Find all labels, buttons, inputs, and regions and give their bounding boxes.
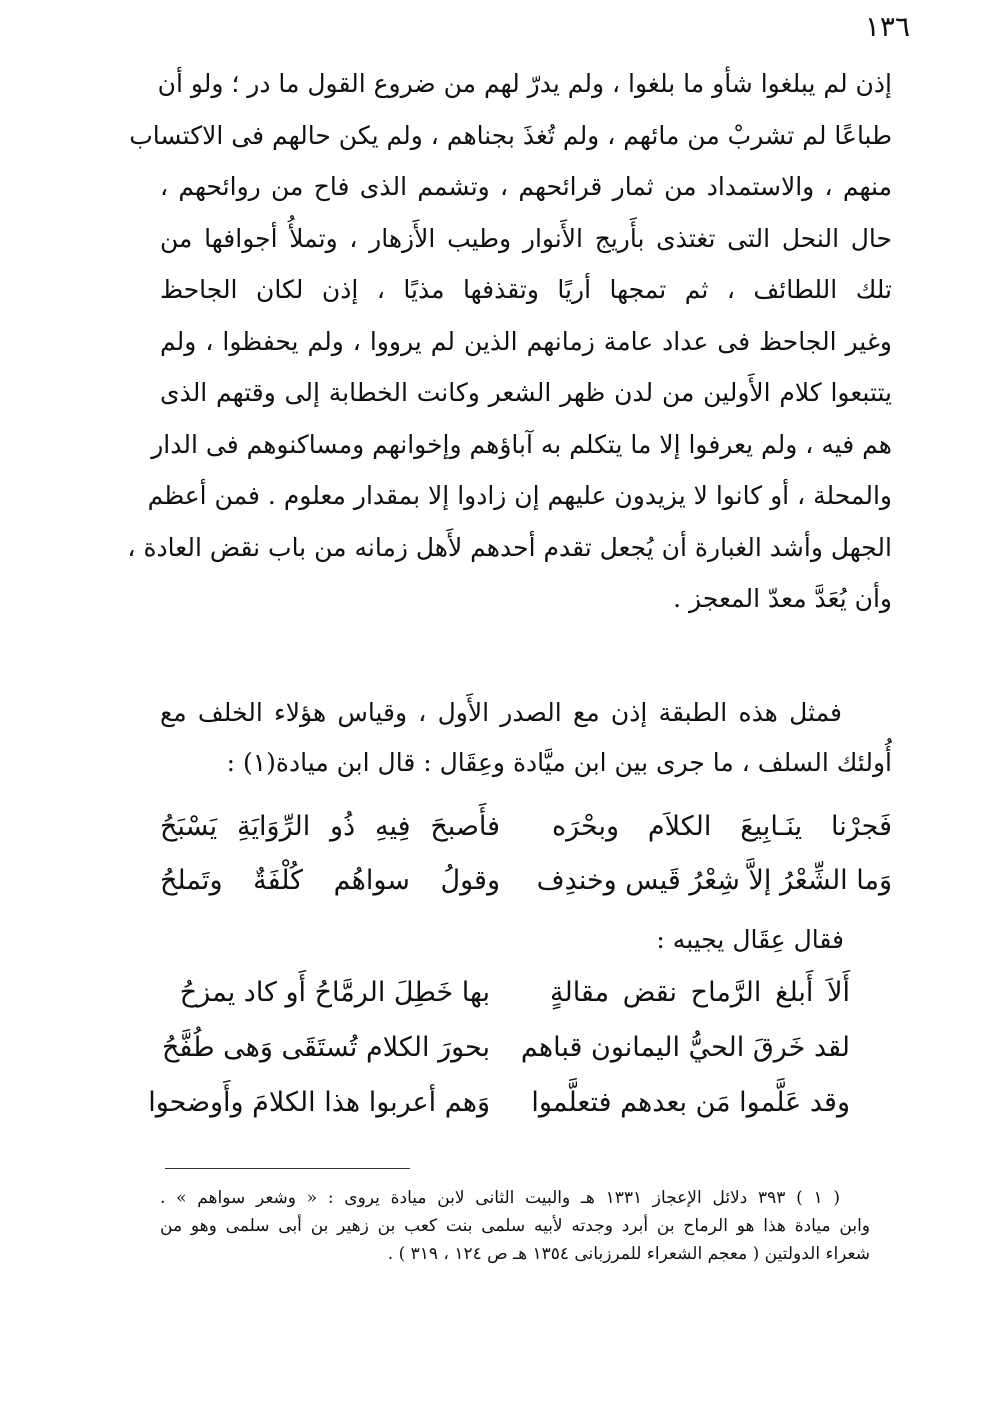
- second-hemistich: وَهم أعربوا هذا الكلامَ وأَوضحوا: [148, 1087, 490, 1118]
- text-line: وغير الجاحظ فى عداد عامة زمانهم الذين لم يرووا ، ولم يحفظوا ، ولم: [160, 326, 892, 356]
- verse: [160, 800, 892, 854]
- poem-intro-line: فقال عِقَال يجيبه :: [656, 925, 844, 954]
- first-hemistich: فَجرْنا ينَـابِيعَ الكلاَم وبحْرَه: [552, 811, 892, 842]
- verse: [148, 1075, 850, 1130]
- second-hemistich: بحورَ الكلام تُستَقَى وَهى طُفَّحُ: [162, 1032, 490, 1063]
- footnote-line: شعراء الدولتين ( معجم الشعراء للمرزبانى ١٣٥٤ هـ ص ١٢٤ ، ٣١٩ ) .: [387, 1244, 870, 1264]
- first-hemistich: وقد عَلَّموا مَن بعدهم فتعلَّموا: [531, 1087, 850, 1118]
- verse: [179, 965, 850, 1020]
- paragraph-1: [127, 58, 892, 625]
- text-line: فمثل هذه الطبقة إذن مع الصدر الأَول ، وقياس هؤلاء الخلف مع: [160, 698, 842, 727]
- text-line: تلك اللطائف ، ثم تمجها أريًا وتقذفها مذيًا ، إذن لكان الجاحظ: [160, 275, 892, 304]
- text-line: منهم ، والاستمداد من ثمار قرائحهم ، وتشمم الذى فاح من روائحهم ،: [160, 172, 892, 201]
- poem-ibn-mayyada: [160, 800, 892, 908]
- text-line: والمحلة ، أو كانوا لا يزيدون عليهم إن زادوا إلا بمقدار معلوم . فمن أعظم: [147, 481, 892, 510]
- footnotes: [160, 1184, 870, 1268]
- verse: [160, 854, 892, 908]
- text-line: إذن لم يبلغوا شأو ما بلغوا ، ولم يدرّ لهم من ضروع القول ما در ؛ ولو أن: [157, 69, 892, 98]
- footnote-line: وابن ميادة هذا هو الرماح بن أبرد وجدته لأبيه سلمى بنت كعب بن زهير بن أبى سلمى وهو من: [160, 1216, 870, 1236]
- second-hemistich: وقولُ سواهُم كُلْفَةٌ وتَملحُ: [160, 865, 500, 896]
- text-line: يتتبعوا كلام الأَولين من لدن ظهر الشعر وكانت الخطابة إلى وقتهم الذى: [160, 378, 892, 407]
- text-line: حال النحل التى تغتذى بأَريج الأَنوار وطيب الأَزهار ، وتملأُ أجوافها من: [160, 223, 892, 253]
- page-number: ١٣٦: [864, 10, 910, 43]
- verse: [162, 1020, 850, 1075]
- second-hemistich: بها خَطِلَ الرمَّاحُ أَو كاد يمزحُ: [179, 977, 490, 1008]
- first-hemistich: وَما الشِّعْرُ إلاَّ شِعْرُ قَيس وخندِف: [536, 865, 892, 896]
- footnote-divider: [165, 1168, 410, 1169]
- text-line: أُولئك السلف ، ما جرى بين ابن ميَّادة وعِقَال : قال ابن ميادة(١) :: [226, 748, 892, 777]
- text-line: الجهل وأشد الغبارة أن يُجعل تقدم أحدهم لأَهل زمانه من باب نقض العادة ،: [127, 532, 892, 562]
- first-hemistich: أَلاَ أَبلغ الرَّماح نقض مقالةٍ: [550, 977, 850, 1008]
- text-line: هم فيه ، ولم يعرفوا إلا ما يتكلم به آباؤهم وإخوانهم ومساكنوهم فى الدار: [151, 429, 892, 459]
- first-hemistich: لقد خَرقَ الحيُّ اليمانون قباهم: [520, 1032, 850, 1063]
- poem-iqal: [148, 965, 850, 1130]
- text-line: طباعًا لم تشربْ من مائهم ، ولم تُغذَ بجناهم ، ولم يكن حالهم فى الاكتساب: [129, 120, 892, 150]
- second-hemistich: فأَصبحَ فِيهِ ذُو الرِّوَايَةِ يَسْبَحُ: [160, 811, 500, 842]
- paragraph-2: [160, 688, 892, 788]
- text-line: وأن يُعَدَّ معدّ المعجز .: [673, 584, 892, 613]
- footnote-line: ( ١ ) ٣٩٣ دلائل الإعجاز ١٣٣١ هـ والبيت الثانى لابن ميادة يروى : « وشعر سواهم » .: [160, 1188, 840, 1208]
